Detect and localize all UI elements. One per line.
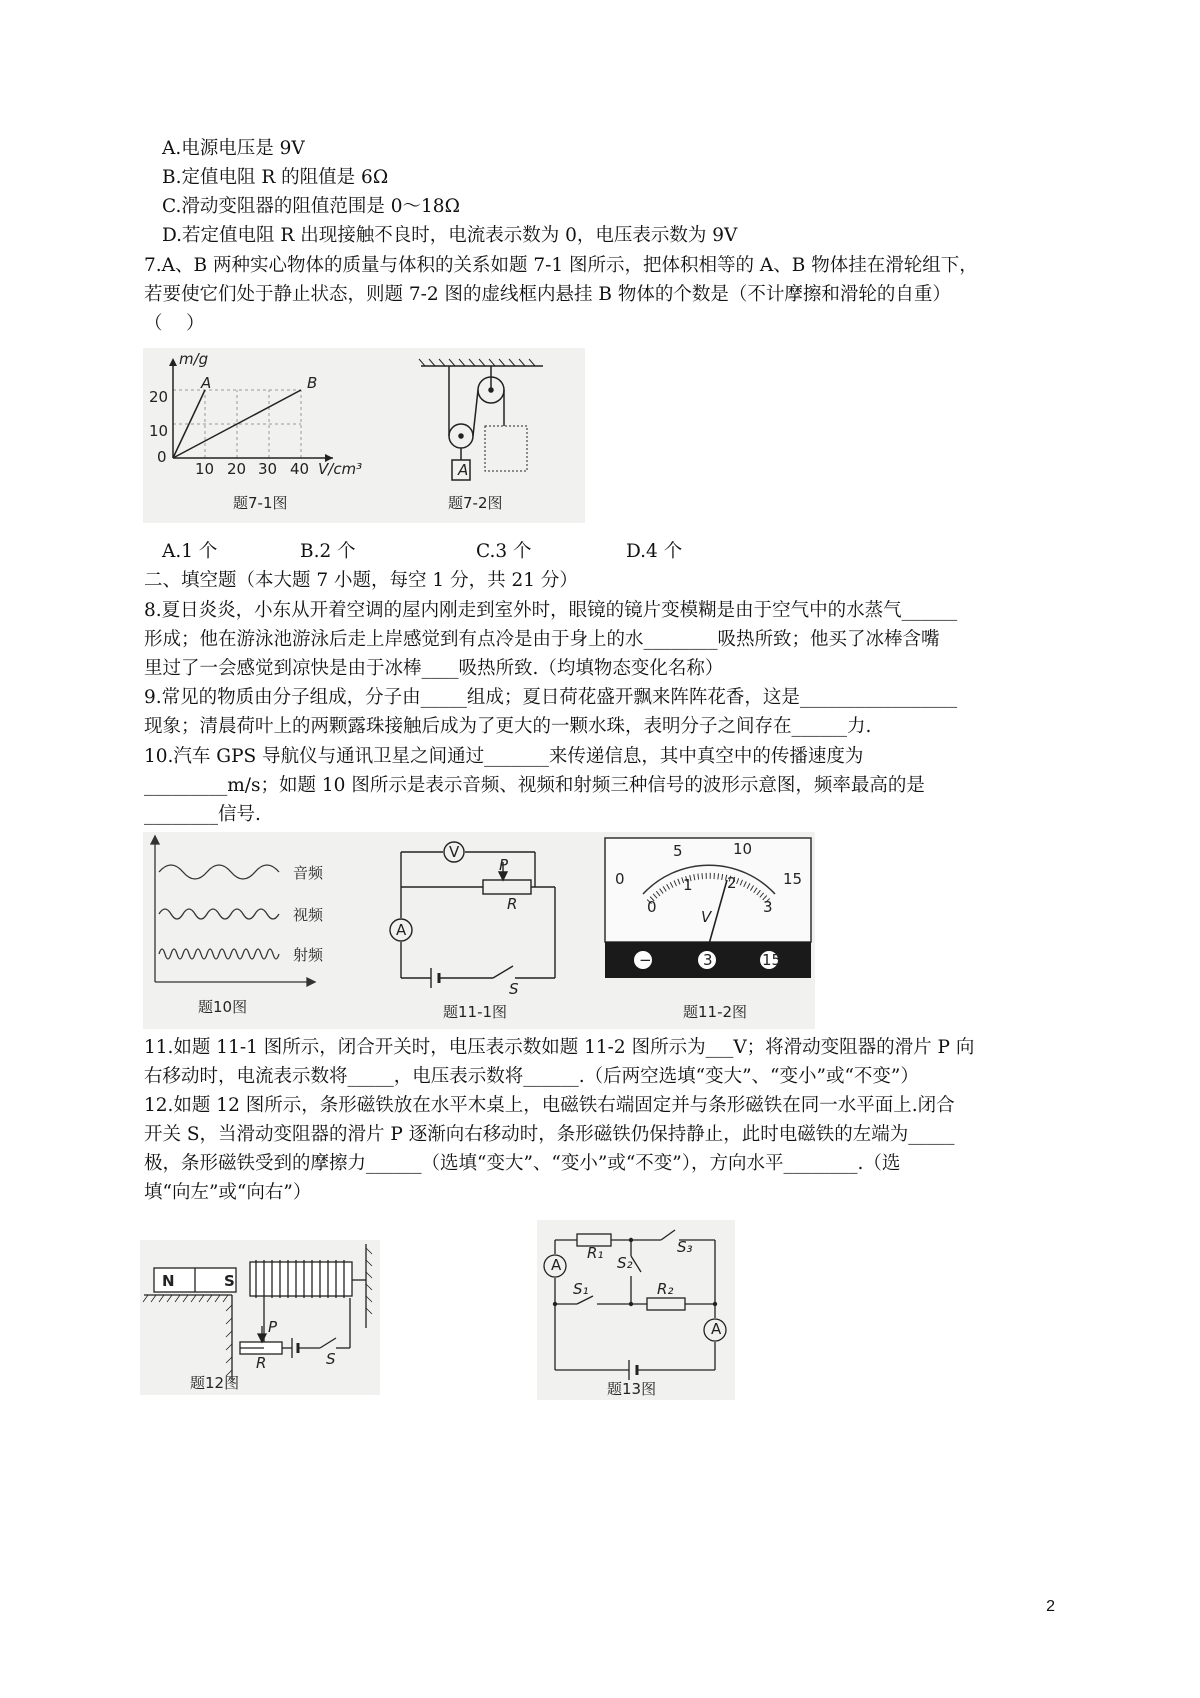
q6-option-b: B.定值电阻 R 的阻值是 6Ω [162, 167, 389, 188]
q7-option-d: D.4 个 [626, 541, 683, 562]
caption-7-1: 题7-1图 [233, 494, 288, 512]
magnet-s-label: S [224, 1272, 235, 1290]
q7-line1: 7.A、B 两种实心物体的质量与体积的关系如题 7-1 图所示，把体积相等的 A、B 物体挂在滑轮组下， [144, 255, 978, 276]
x-tick-label: 40 [290, 460, 310, 478]
caption-13: 题13图 [607, 1380, 657, 1398]
y-tick-label: 10 [149, 422, 169, 440]
line-label-a: A [201, 374, 212, 392]
caption-12: 题12图 [190, 1374, 240, 1392]
caption-11-1: 题11-1图 [443, 1003, 508, 1021]
q12-line3: 极，条形磁铁受到的摩擦力______（选填“变大”、“变小”或“不变”），方向水平________.（选 [144, 1153, 901, 1174]
top-scale-15: 15 [783, 870, 803, 888]
magnet-n-label: N [162, 1272, 175, 1290]
section-heading: 二、填空题（本大题 7 小题，每空 1 分，共 21 分） [144, 570, 578, 591]
voltmeter-label: V [449, 843, 460, 861]
q8-line3: 里过了一会感觉到凉快是由于冰棒____吸热所致.（均填物态变化名称） [144, 658, 724, 679]
q6-option-c: C.滑动变阻器的阻值范围是 0～18Ω [162, 196, 460, 217]
pulley-system [419, 359, 543, 480]
q10-line3: ________信号. [144, 804, 261, 825]
r2-label: R₂ [657, 1280, 674, 1298]
ammeter-2-label: A [711, 1320, 722, 1338]
q7-line3: （ ） [144, 313, 205, 334]
waveform-diagram [151, 836, 315, 986]
terminal-3: 3 [703, 951, 713, 969]
resistor-r-label: R [256, 1354, 267, 1372]
slider-p-label: P [499, 856, 509, 874]
terminal-15: 15 [762, 951, 782, 969]
caption-11-2: 题11-2图 [683, 1003, 748, 1021]
q11-line1: 11.如题 11-1 图所示，闭合开关时，电压表示数如题 11-2 图所示为___V；将滑动变阻器的滑片 P 向 [144, 1037, 975, 1058]
unit-v: V [701, 908, 712, 926]
bottom-scale-2: 2 [727, 874, 737, 892]
label-video: 视频 [293, 906, 324, 924]
figure-13 [537, 1220, 735, 1400]
x-tick-label: 20 [227, 460, 247, 478]
caption-10: 题10图 [198, 998, 248, 1016]
series-line-a [173, 390, 205, 458]
audio-wave [159, 865, 279, 879]
q6-option-a: A.电源电压是 9V [162, 138, 305, 159]
q10-line1: 10.汽车 GPS 导航仪与通讯卫星之间通过_______来传递信息，其中真空中的传播速度为 [144, 746, 864, 767]
q6-option-d: D.若定值电阻 R 出现接触不良时，电流表示数为 0，电压表示数为 9V [162, 225, 738, 246]
circuit-13 [544, 1230, 726, 1380]
switch-s-label: S [326, 1350, 336, 1368]
radio-wave [159, 949, 279, 959]
q7-option-b: B.2 个 [300, 541, 356, 562]
x-tick-label: 10 [195, 460, 215, 478]
bottom-scale-3: 3 [763, 898, 773, 916]
q11-line2: 右移动时，电流表示数将_____，电压表示数将______.（后两空选填“变大”、“变小”或“不变”） [144, 1066, 919, 1087]
page-number: 2 [1046, 1598, 1055, 1615]
q7-option-c: C.3 个 [476, 541, 532, 562]
slider-p-label: P [268, 1318, 278, 1336]
label-radio: 射频 [293, 946, 324, 964]
resistor-r-label: R [507, 895, 518, 913]
caption-7-2: 题7-2图 [448, 494, 503, 512]
q12-line1: 12.如题 12 图所示，条形磁铁放在水平木桌上，电磁铁右端固定并与条形磁铁在同一水平面上.闭合 [144, 1095, 955, 1116]
y-tick-label: 20 [149, 388, 169, 406]
top-scale-5: 5 [673, 842, 683, 860]
s1-label: S₁ [573, 1280, 589, 1298]
block-a-label: A [458, 461, 469, 479]
line-label-b: B [307, 374, 318, 392]
q9-line2: 现象；清晨荷叶上的两颗露珠接触后成为了更大的一颗水珠，表明分子之间存在______力. [144, 716, 872, 737]
bottom-scale-1: 1 [683, 876, 693, 894]
video-wave [159, 909, 279, 919]
ammeter-label: A [396, 921, 407, 939]
s3-label: S₃ [677, 1238, 693, 1256]
q8-line2: 形成；他在游泳池游泳后走上岸感觉到有点冷是由于身上的水________吸热所致；他买了冰棒含嘴 [144, 629, 940, 650]
bottom-scale-0: 0 [647, 898, 657, 916]
x-axis-label: V/cm³ [318, 460, 363, 478]
ammeter-1-label: A [551, 1256, 562, 1274]
top-scale-10: 10 [733, 840, 753, 858]
q12-line4: 填“向左”或“向右”） [144, 1182, 312, 1203]
q7-option-a: A.1 个 [162, 541, 218, 562]
x-tick-label: 30 [258, 460, 278, 478]
top-scale-0: 0 [615, 870, 625, 888]
q7-line2: 若要使它们处于静止状态，则题 7-2 图的虚线框内悬挂 B 物体的个数是（不计摩擦和滑轮的自重） [144, 284, 951, 305]
y-axis-label: m/g [179, 350, 209, 368]
y-tick-label: 0 [157, 448, 167, 466]
terminal-negative: − [639, 951, 652, 969]
figure-7-1 [143, 348, 585, 523]
figures-10-11 [143, 832, 815, 1029]
r1-label: R₁ [587, 1244, 604, 1262]
s2-label: S₂ [617, 1254, 633, 1272]
q8-line1: 8.夏日炎炎，小东从开着空调的屋内刚走到室外时，眼镜的镜片变模糊是由于空气中的水蒸气______ [144, 600, 958, 621]
q10-line2: _________m/s；如题 10 图所示是表示音频、视频和射频三种信号的波形示意图，频率最高的是 [144, 775, 925, 796]
q12-line2: 开关 S，当滑动变阻器的滑片 P 逐渐向右移动时，条形磁铁仍保持静止，此时电磁铁的左端为_____ [144, 1124, 955, 1145]
figure-12 [140, 1240, 380, 1395]
mass-volume-graph [143, 348, 585, 523]
q9-line1: 9.常见的物质由分子组成，分子由_____组成；夏日荷花盛开飘来阵阵花香，这是_________________ [144, 687, 958, 708]
circuit-11-1 [390, 842, 555, 988]
label-audio: 音频 [293, 864, 324, 882]
switch-s-label: S [509, 980, 519, 998]
